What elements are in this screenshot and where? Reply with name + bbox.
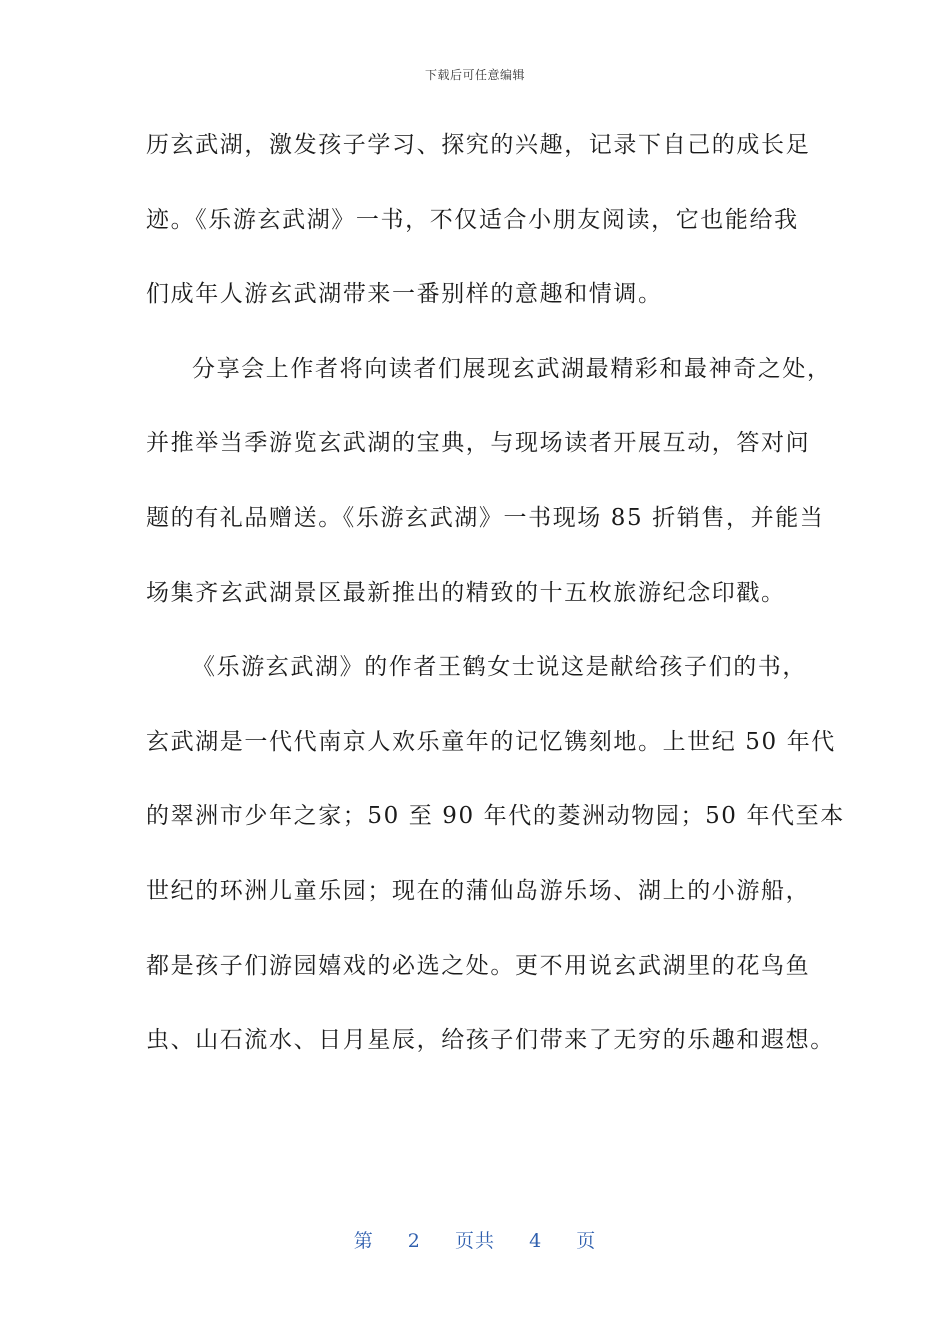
text-line: 世纪的环洲儿童乐园；现在的蒲仙岛游乐场、湖上的小游船， xyxy=(146,877,811,904)
text-line: 题的有礼品赠送。《乐游玄武湖》一书现场 85 折销售，并能当 xyxy=(146,504,825,531)
footer-middle: 页共 xyxy=(454,1230,495,1252)
text-line: 迹。《乐游玄武湖》一书，不仅适合小朋友阅读，它也能给我 xyxy=(146,206,799,233)
text-line: 并推举当季游览玄武湖的宝典，与现场读者开展互动，答对问 xyxy=(146,430,811,457)
text-line: 场集齐玄武湖景区最新推出的精致的十五枚旅游纪念印戳。 xyxy=(146,579,786,606)
header-note: 下载后可任意编辑 xyxy=(424,68,525,82)
footer-suffix: 页 xyxy=(576,1230,597,1252)
total-pages-number: 4 xyxy=(529,1230,543,1252)
body-text xyxy=(146,126,845,1096)
text-line: 虫、山石流水、日月星辰，给孩子们带来了无穷的乐趣和遐想。 xyxy=(146,1027,835,1054)
text-line: 们成年人游玄武湖带来一番别样的意趣和情调。 xyxy=(146,281,663,308)
footer-prefix: 第 xyxy=(353,1230,374,1252)
text-line-indented: 《乐游玄武湖》的作者王鹤女士说这是献给孩子们的书， xyxy=(192,654,807,681)
text-line: 玄武湖是一代代南京人欢乐童年的记忆镌刻地。上世纪 50 年代 xyxy=(146,728,836,755)
text-line: 的翠洲市少年之家；50 至 90 年代的菱洲动物园；50 年代至本 xyxy=(146,803,845,830)
text-line: 都是孩子们游园嬉戏的必选之处。更不用说玄武湖里的花鸟鱼 xyxy=(146,952,811,979)
text-line: 历玄武湖，激发孩子学习、探究的兴趣，记录下自己的成长足 xyxy=(146,132,811,158)
text-line-indented: 分享会上作者将向读者们展现玄武湖最精彩和最神奇之处， xyxy=(192,355,832,382)
current-page-number: 2 xyxy=(407,1230,421,1252)
page-footer xyxy=(0,1226,950,1253)
